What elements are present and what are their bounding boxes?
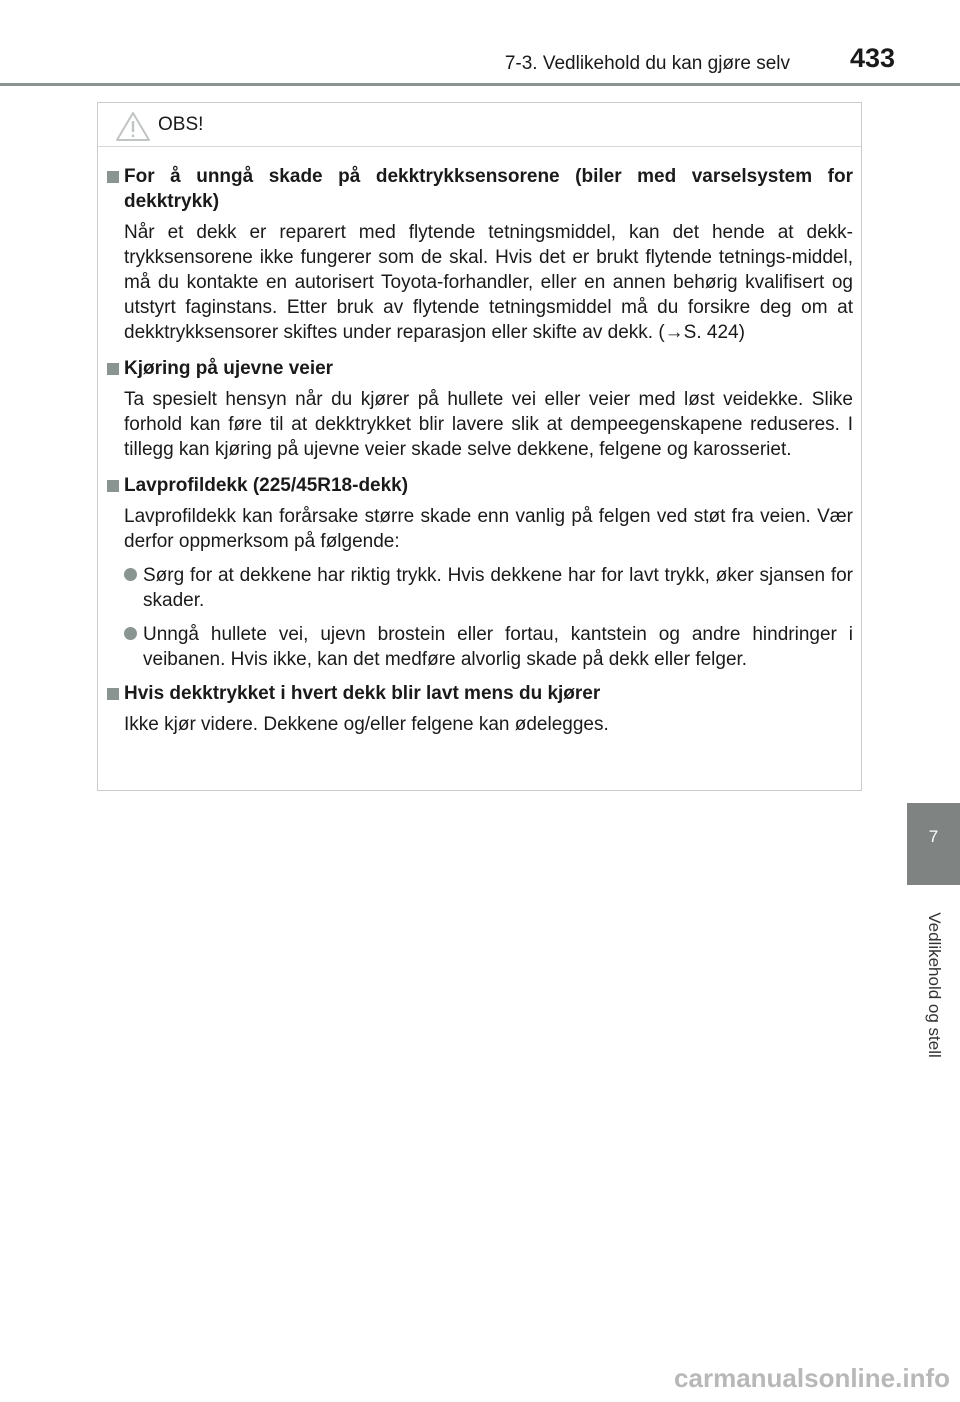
warning-triangle-icon (115, 111, 151, 142)
round-bullet-icon (124, 627, 137, 640)
section-body: Ikke kjør videre. Dekkene og/eller felgene kan ødelegges. (124, 714, 609, 735)
page-number: 433 (849, 43, 895, 73)
section-heading (107, 356, 853, 381)
chapter-side-label-wrap (907, 885, 960, 1085)
square-bullet-icon (107, 363, 119, 375)
section-heading (107, 164, 853, 214)
round-bullet-icon (124, 568, 137, 581)
list-item-text: Sørg for at dekkene har riktig trykk. Hvis dekkene har for lavt trykk, øker sjansen for skader. (143, 565, 853, 611)
header-section-title: 7-3. Vedlikehold du kan gjøre selv (504, 53, 790, 74)
caution-content (98, 147, 861, 737)
section-heading-text: Kjøring på ujevne veier (124, 358, 334, 379)
square-bullet-icon (107, 480, 119, 492)
section-body: Når et dekk er reparert med flytende tetningsmiddel, kan det hende at dekk-trykksensorene ikke fungerer som de skal. Hvis det er brukt flytende tetnings-middel, må du kontakte en autorisert Toyota-forhandler, eller en annen behørig kvalifisert og utstyrt faginstans. Etter bruk av flytende tetningsmiddel må du forsikre deg om at dekktrykksensorer skiftes under reparasjon eller skifte av dekk. (→S. 424) (124, 222, 853, 343)
chapter-tab-number: 7 (928, 827, 939, 846)
section-body: Lavprofildekk kan forårsake større skade enn vanlig på felgen ved støt fra veien. Vær derfor oppmerksom på følgende: (124, 506, 853, 552)
section-heading-text: Lavprofildekk (225/45R18-dekk) (124, 475, 409, 496)
section-heading (107, 473, 853, 498)
section-body: Ta spesielt hensyn når du kjører på hullete vei eller veier med løst veidekke. Slike forhold kan føre til at dekktrykket blir lavere slik at dempeegenskapene reduseres. I tillegg kan kjøring på ujevne veier skade selve dekkene, felgene og karosseriet. (124, 389, 853, 460)
caution-label: OBS! (158, 114, 204, 135)
watermark: carmanualsonline.info (674, 1363, 950, 1393)
header-rule (0, 83, 960, 86)
caution-header (98, 103, 861, 147)
chapter-tab (907, 803, 960, 885)
square-bullet-icon (107, 688, 119, 700)
list-item-text: Unngå hullete vei, ujevn brostein eller fortau, kantstein og andre hindringer i veibanen. Hvis ikke, kan det medføre alvorlig skade på dekk eller felger. (143, 624, 853, 670)
square-bullet-icon (107, 171, 119, 183)
list-item (107, 563, 853, 613)
list-item (107, 622, 853, 672)
caution-box (97, 102, 862, 791)
section-heading (107, 681, 853, 706)
chapter-side-label: Vedlikehold og stell (924, 912, 944, 1058)
section-heading-text: For å unngå skade på dekktrykksensorene (biler med varselsystem for dekktrykk) (124, 166, 853, 212)
section-heading-text: Hvis dekktrykket i hvert dekk blir lavt mens du kjører (124, 683, 601, 704)
